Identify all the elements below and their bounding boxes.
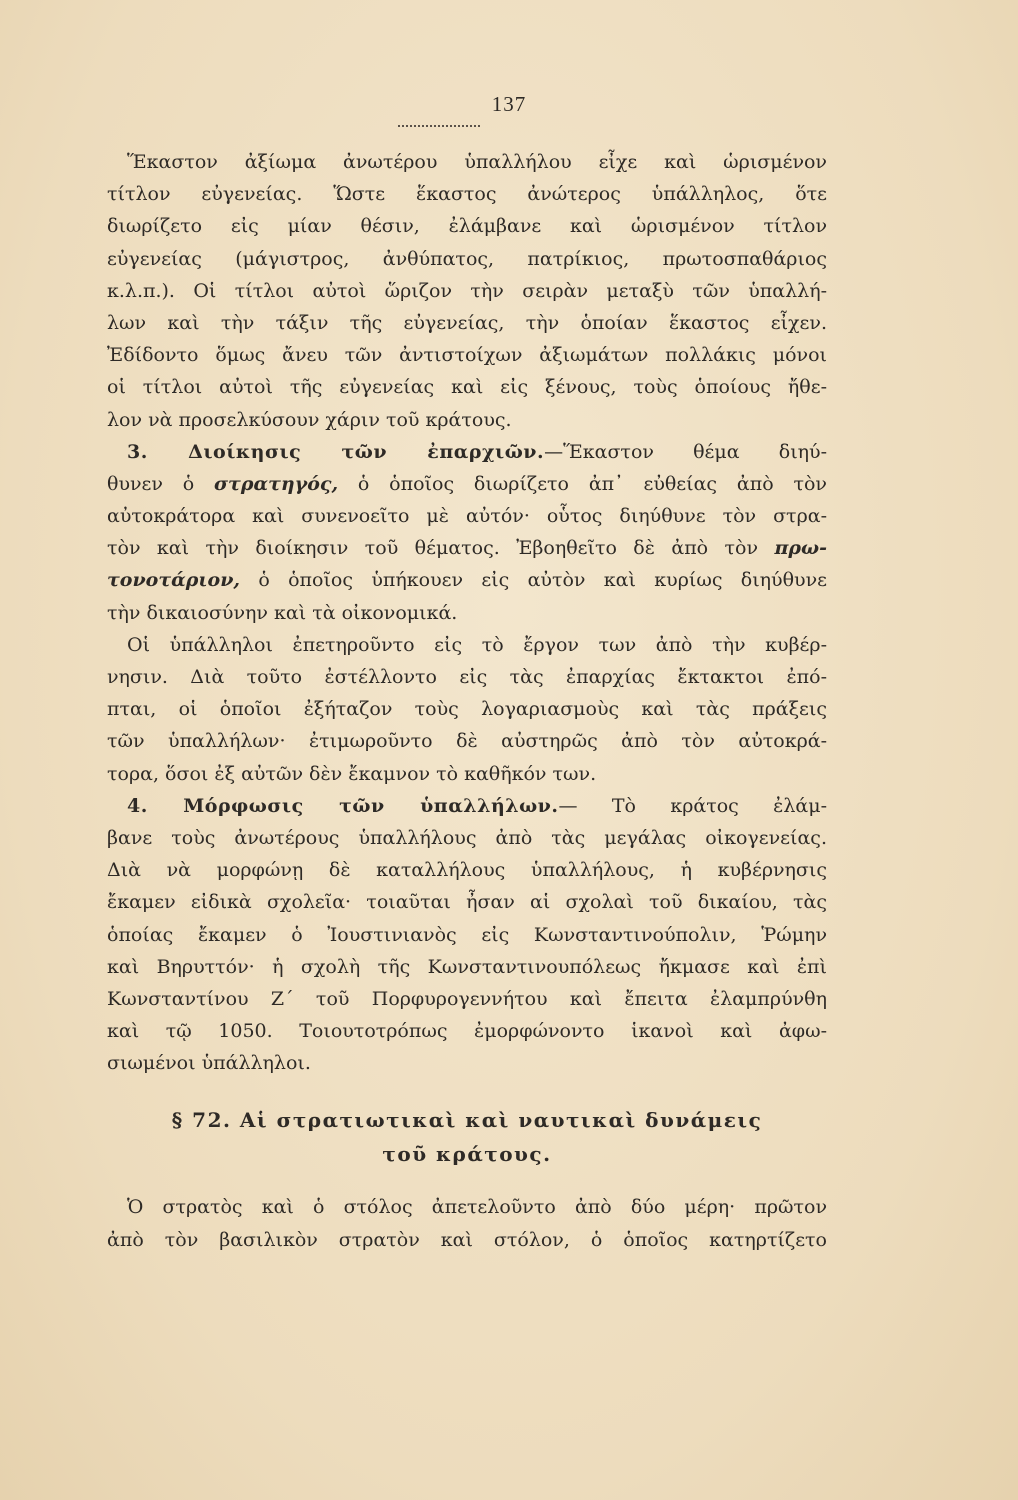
text-line: νησιν. Διὰ τοῦτο ἐστέλλοντο εἰς τὰς ἐπαρχίας ἔκτακτοι ἐπό- xyxy=(107,666,827,688)
subsection-heading: 4. Μόρφωσις τῶν ὑπαλλήλων. xyxy=(127,794,559,817)
section-title: § 72. Αἱ στρατιωτικαὶ καὶ ναυτικαὶ δυνάμεις xyxy=(171,1108,763,1133)
text-line: αὐτοκράτορα καὶ συνενοεῖτο μὲ αὐτόν· οὗτος διηύθυνε τὸν στρα- xyxy=(107,505,827,528)
text-fragment: τὸν καὶ τὴν διοίκησιν τοῦ θέματος. Ἐβοηθεῖτο δὲ ἀπὸ τὸν xyxy=(107,537,759,560)
text-line: διωρίζετο εἰς μίαν θέσιν, ἐλάμβανε καὶ ὡρισμένον τίτλον xyxy=(107,215,827,238)
page-number-rule xyxy=(398,125,480,127)
text-line: τορα, ὅσοι ἐξ αὐτῶν δὲν ἔκαμνον τὸ καθῆκόν των. xyxy=(107,762,597,785)
text-line: λον νὰ προσελκύσουν χάριν τοῦ κράτους. xyxy=(107,408,512,431)
emphasized-term: πρω- xyxy=(774,537,827,560)
text-line: τὴν δικαιοσύνην καὶ τὰ οἰκονομικά. xyxy=(107,601,458,624)
text-line: καὶ Βηρυττόν· ἡ σχολὴ τῆς Κωνσταντινουπόλεως ἤκμασε καὶ ἐπὶ xyxy=(107,955,827,978)
page-number: 137 xyxy=(491,92,527,116)
text-line xyxy=(107,468,827,500)
text-line: εὐγενείας (μάγιστρος, ἀνθύπατος, πατρίκιος, πρωτοσπαθάριος xyxy=(107,247,827,270)
text-line: τῶν ὑπαλλήλων· ἐτιμωροῦντο δὲ αὐστηρῶς ἀπὸ τὸν αὐτοκρά- xyxy=(107,730,827,753)
text-line xyxy=(107,532,827,564)
text-line: ἔκαμεν εἰδικὰ σχολεῖα· τοιαῦται ἦσαν αἱ σχολαὶ τοῦ δικαίου, τὰς xyxy=(107,891,827,914)
section-title-continued: τοῦ κράτους. xyxy=(382,1142,552,1167)
text-fragment: ὁ ὁποῖος διωρίζετο ἀπ᾽ εὐθείας ἀπὸ τὸν xyxy=(357,472,827,495)
text-line xyxy=(107,790,827,822)
text-line: τίτλον εὐγενείας. Ὥστε ἕκαστος ἀνώτερος ὑπάλληλος, ὅτε xyxy=(107,183,827,206)
text-line: ὁποίας ἔκαμεν ὁ Ἰουστινιανὸς εἰς Κωνσταντινούπολιν, Ῥώμην xyxy=(107,923,827,946)
text-line: Ὁ στρατὸς καὶ ὁ στόλος ἀπετελοῦντο ἀπὸ δύο μέρη· πρῶτον xyxy=(127,1196,827,1219)
emphasized-term: στρατηγός, xyxy=(214,472,339,495)
text-line: λων καὶ τὴν τάξιν τῆς εὐγενείας, τὴν ὁποίαν ἕκαστος εἶχεν. xyxy=(107,311,827,334)
text-line: ἀπὸ τὸν βασιλικὸν στρατὸν καὶ στόλον, ὁ ὁποῖος κατηρτίζετο xyxy=(107,1228,827,1251)
text-line: Οἱ ὑπάλληλοι ἐπετηροῦντο εἰς τὸ ἔργον των ἀπὸ τὴν κυβέρ- xyxy=(127,633,827,656)
page-text xyxy=(107,146,827,1256)
text-line: Κωνσταντίνου Ζ΄ τοῦ Πορφυρογεννήτου καὶ ἔπειτα ἐλαμπρύνθη xyxy=(107,987,827,1010)
text-line: καὶ τῷ 1050. Τοιουτοτρόπως ἐμορφώνοντο ἱκανοὶ καὶ ἀφω- xyxy=(107,1020,827,1043)
text-line: βανε τοὺς ἀνωτέρους ὑπαλλήλους ἀπὸ τὰς μεγάλας οἰκογενείας. xyxy=(107,826,827,849)
text-fragment: θυνεν ὁ xyxy=(107,472,195,495)
text-fragment: ὁ ὁποῖος ὑπήκουεν εἰς αὐτὸν καὶ κυρίως διηύθυνε xyxy=(258,569,827,592)
text-line xyxy=(107,436,827,468)
text-fragment: — Τὸ κράτος ἐλάμ- xyxy=(558,794,827,817)
text-line: Διὰ νὰ μορφώνῃ δὲ καταλλήλους ὑπαλλήλους, ἡ κυβέρνησις xyxy=(107,859,827,882)
text-line: Ἐδίδοντο ὅμως ἄνευ τῶν ἀντιστοίχων ἀξιωμάτων πολλάκις μόνοι xyxy=(107,344,827,367)
emphasized-term: τονοτάριον, xyxy=(107,569,241,592)
text-fragment: —Ἕκαστον θέμα διηύ- xyxy=(544,440,827,463)
text-line: σιωμένοι ὑπάλληλοι. xyxy=(107,1052,311,1075)
subsection-heading: 3. Διοίκησις τῶν ἐπαρχιῶν. xyxy=(127,440,545,463)
text-line: οἱ τίτλοι αὐτοὶ τῆς εὐγενείας καὶ εἰς ξένους, τοὺς ὁποίους ἤθε- xyxy=(107,376,827,399)
text-line xyxy=(107,564,827,596)
text-line: Ἕκαστον ἀξίωμα ἀνωτέρου ὑπαλλήλου εἶχε καὶ ὡρισμένον xyxy=(127,151,827,173)
text-line: πται, οἱ ὁποῖοι ἐξήταζον τοὺς λογαριασμοὺς καὶ τὰς πράξεις xyxy=(107,698,827,721)
text-line: κ.λ.π.). Οἱ τίτλοι αὐτοὶ ὥριζον τὴν σειρὰν μεταξὺ τῶν ὑπαλλή- xyxy=(107,279,827,302)
